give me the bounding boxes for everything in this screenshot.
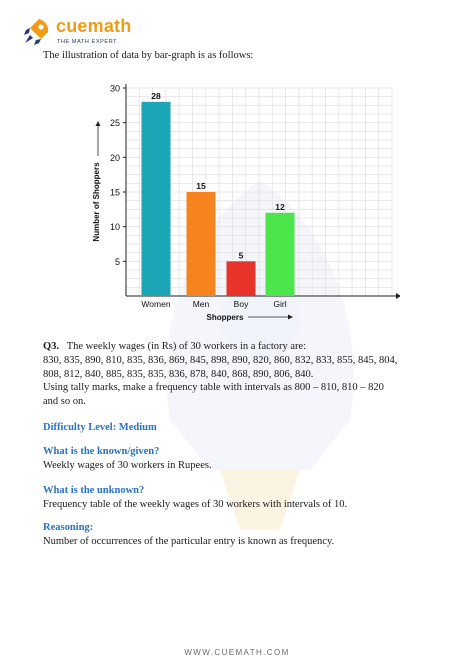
x-tick-labels [141, 299, 286, 309]
unknown-heading: What is the unknown? [43, 485, 145, 496]
intro-text: The illustration of data by bar-graph is as follows: [43, 50, 254, 61]
question-line: Using tally marks, make a frequency table with intervals as 800 – 810, 810 – 820 [43, 382, 384, 394]
y-tick-label: 30 [109, 83, 120, 94]
cuemath-logo[interactable] [22, 14, 162, 48]
x-tick-label: Boy [233, 299, 249, 309]
data-label: 5 [238, 250, 244, 261]
question-prompt-text: The weekly wages (in Rs) of 30 workers in a factory are: [66, 341, 307, 352]
y-title-arrow-icon [96, 121, 101, 126]
x-tick-label: Men [192, 299, 210, 309]
question-3-body [43, 354, 447, 408]
bar-women [142, 102, 171, 296]
y-tick-label: 15 [109, 187, 120, 198]
bar-boy [227, 261, 256, 296]
x-axis-arrow-icon [396, 293, 400, 299]
reasoning-answer: Number of occurrences of the particular entry is known as frequency. [43, 536, 335, 547]
x-tick-label: Women [141, 299, 171, 309]
shoppers-bar-chart [80, 70, 400, 340]
question-line: 808, 812, 840, 885, 835, 835, 836, 878, 840, 868, 890, 806, 840. [43, 368, 314, 380]
y-axis-title: Number of Shoppers [92, 162, 101, 242]
question-3-prompt [43, 340, 447, 354]
known-heading: What is the known/given? [43, 446, 160, 457]
rocket-logo-icon [22, 16, 52, 46]
unknown-answer: Frequency table of the weekly wages of 30 workers with intervals of 10. [43, 499, 348, 510]
brand-name: cuemath [56, 16, 132, 36]
y-tick-labels [110, 84, 126, 267]
data-label: 28 [151, 90, 161, 101]
question-line: 830, 835, 890, 810, 835, 836, 869, 845, 898, 890, 820, 860, 832, 833, 855, 845, 804, [43, 355, 398, 366]
y-tick-label: 20 [109, 152, 120, 163]
footer-url[interactable]: WWW.CUEMATH.COM [184, 648, 290, 657]
question-number: Q3. [43, 341, 60, 352]
brand-tagline: THE MATH EXPERT [57, 39, 118, 45]
y-tick-label: 25 [109, 118, 120, 129]
data-label: 12 [275, 201, 285, 212]
bar-men [187, 192, 216, 296]
reasoning-heading: Reasoning: [43, 522, 94, 533]
y-tick-label: 5 [114, 256, 120, 267]
bar-girl [266, 213, 295, 296]
x-title-arrow-icon [288, 315, 293, 320]
question-line: and so on. [43, 395, 86, 407]
bar-data-labels [151, 91, 285, 260]
x-axis-title: Shoppers [206, 313, 244, 322]
x-tick-label: Girl [273, 299, 287, 309]
y-tick-label: 10 [109, 222, 120, 233]
data-label: 15 [196, 181, 206, 191]
known-answer: Weekly wages of 30 workers in Rupees. [43, 460, 212, 471]
difficulty-level: Difficulty Level: Medium [43, 422, 157, 433]
